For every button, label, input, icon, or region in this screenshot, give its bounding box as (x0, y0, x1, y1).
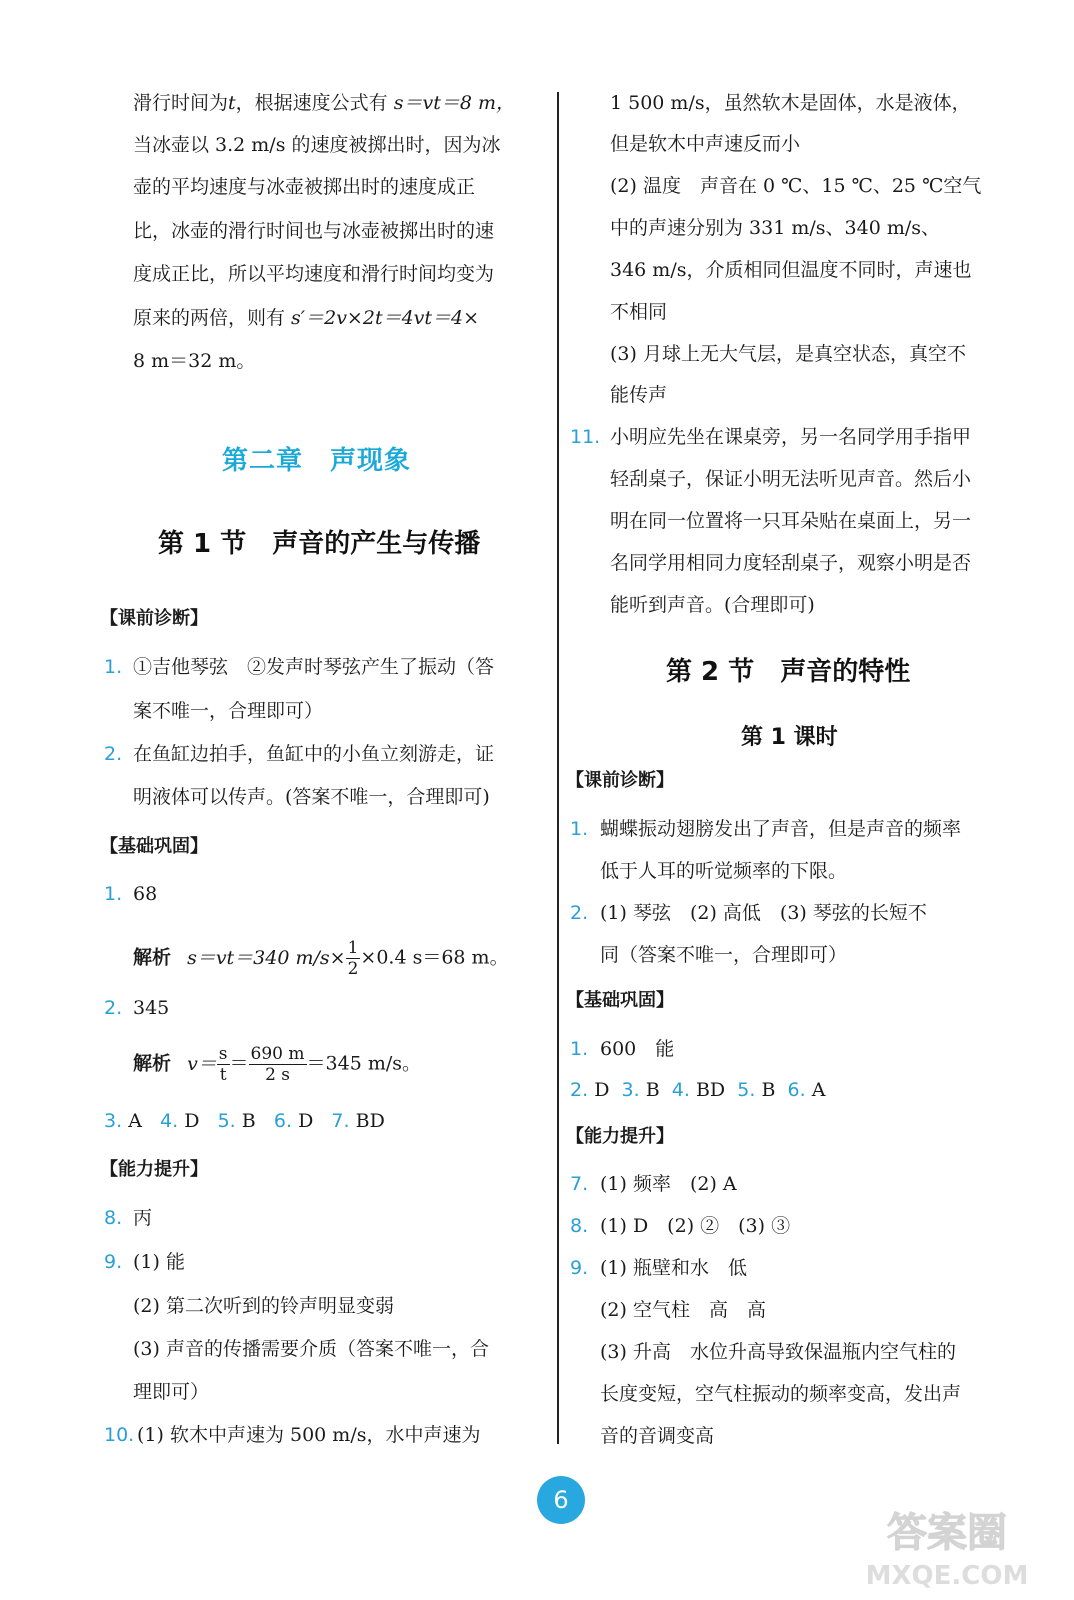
lesson-title: 第 1 课时 (741, 725, 838, 750)
text-line: 壶的平均速度与冰壶被掷出时的速度成正 (133, 176, 476, 198)
text-line: 能听到声音。(合理即可) (610, 594, 815, 616)
text-line: 理即可） (133, 1381, 210, 1403)
analysis-label: 解析 (133, 1052, 172, 1075)
question-item: 1. 蝴蝶振动翅膀发出了声音，但是声音的频率 (570, 818, 962, 840)
text-line: 滑行时间为t，根据速度公式有 s＝vt＝8 m， (133, 92, 515, 114)
question-number: 9. (104, 1251, 123, 1273)
section-title: 第 2 节 声音的特性 (666, 657, 911, 687)
question-item: 2. 在鱼缸边拍手，鱼缸中的小鱼立刻游走，证 (104, 743, 495, 765)
question-number: 1. (104, 656, 123, 678)
svg-text:MXQE.COM: MXQE.COM (865, 1561, 1029, 1591)
question-item: 7. (1) 频率 (2) A (570, 1173, 737, 1195)
text-line: 不相同 (610, 301, 668, 323)
question-item: 2. 345 (104, 997, 170, 1019)
section-title: 第 1 节 声音的产生与传播 (158, 529, 481, 559)
question-number: 2. (570, 902, 589, 924)
text-line: (2) 空气柱 高 高 (600, 1299, 766, 1321)
analysis-label: 解析 (133, 946, 172, 969)
question-item: 9. (1) 能 (104, 1251, 185, 1273)
answer-row: 3. A 4. D 5. B 6. D 7. BD (104, 1110, 385, 1132)
text-line: 同（答案不唯一，合理即可） (600, 944, 848, 966)
text-line: 346 m/s，介质相同但温度不同时，声速也 (610, 259, 972, 281)
question-number: 2. (104, 743, 123, 765)
question-number: 8. (570, 1215, 589, 1237)
question-item: 8. 丙 (104, 1207, 153, 1229)
question-number: 1. (570, 1038, 589, 1060)
fraction: $\frac{s}{t}$ (218, 1044, 228, 1085)
section-header: 【能力提升】 (566, 1126, 674, 1147)
question-number: 10. (104, 1424, 135, 1446)
text-line: (2) 第二次听到的铃声明显变弱 (133, 1295, 394, 1317)
section-header: 【课前诊断】 (100, 608, 208, 629)
page-number-badge: 6 (537, 1476, 585, 1524)
column-divider (557, 92, 559, 1444)
section-header: 【课前诊断】 (566, 770, 674, 791)
text-line: 轻刮桌子，保证小明无法听见声音。然后小 (610, 468, 972, 490)
watermark-logo (855, 1500, 1040, 1592)
fraction: $\frac{1}{2}$ (347, 938, 359, 979)
section-header: 【能力提升】 (100, 1159, 208, 1180)
question-item: 9. (1) 瓶壁和水 低 (570, 1257, 747, 1279)
text-line: (2) 温度 声音在 0 ℃、15 ℃、25 ℃空气 (610, 175, 982, 197)
question-number: 11. (570, 426, 601, 448)
section-header: 【基础巩固】 (100, 836, 208, 857)
chapter-title: 第二章 声现象 (222, 446, 412, 476)
question-item: 1. 600 能 (570, 1038, 675, 1060)
question-number: 1. (104, 883, 123, 905)
text-line: 中的声速分别为 331 m/s、340 m/s、 (610, 217, 940, 239)
question-item: 11. 小明应先坐在课桌旁，另一名同学用手指甲 (570, 426, 972, 448)
text-line: 长度变短，空气柱振动的频率变高，发出声 (600, 1383, 962, 1405)
text-line: 度成正比，所以平均速度和滑行时间均变为 (133, 263, 495, 285)
question-number: 1. (570, 818, 589, 840)
question-item: 1. ①吉他琴弦 ②发声时琴弦产生了振动（答 (104, 656, 495, 678)
question-number: 2. (104, 997, 123, 1019)
section-header: 【基础巩固】 (566, 990, 674, 1011)
question-item: 8. (1) D (2) ② (3) ③ (570, 1215, 791, 1237)
text-line: 案不唯一，合理即可） (133, 700, 324, 722)
answer-row: 2. D 3. B 4. BD 5. B 6. A (570, 1079, 826, 1101)
svg-text:答案圈: 答案圈 (887, 1510, 1007, 1556)
text-line: 明在同一位置将一只耳朵贴在桌面上，另一 (610, 510, 972, 532)
text-line: (3) 升高 水位升高导致保温瓶内空气柱的 (600, 1341, 956, 1363)
text-line: 当冰壶以 3.2 m/s 的速度被掷出时，因为冰 (133, 134, 501, 156)
question-number: 9. (570, 1257, 589, 1279)
question-number: 7. (570, 1173, 589, 1195)
text-line: 8 m＝32 m。 (133, 350, 256, 372)
text-line: 名同学用相同力度轻刮桌子，观察小明是否 (610, 552, 972, 574)
text-line: 明液体可以传声。(答案不唯一，合理即可) (133, 786, 490, 808)
fraction: $\frac{690 m}{2 s}$ (250, 1044, 305, 1085)
question-item: 2. (1) 琴弦 (2) 高低 (3) 琴弦的长短不 (570, 902, 927, 924)
analysis-line: 解析 v＝ $\frac{s}{t}$ ＝ $\frac{690 m}{2 s}$ ＝345 m/s。 (133, 1044, 422, 1085)
text-line: 1 500 m/s，虽然软木是固体，水是液体， (610, 92, 971, 114)
question-item: 1. 68 (104, 883, 158, 905)
text-line: 原来的两倍，则有 s′＝2v×2t＝4vt＝4× (133, 307, 480, 329)
text-line: 低于人耳的听觉频率的下限。 (600, 860, 848, 882)
text-line: 能传声 (610, 384, 668, 406)
text-line: 比，冰壶的滑行时间也与冰壶被掷出时的速 (133, 220, 495, 242)
text-line: 但是软木中声速反而小 (610, 133, 801, 155)
text-line: (3) 月球上无大气层，是真空状态，真空不 (610, 343, 966, 365)
text-line: (3) 声音的传播需要介质（答案不唯一，合 (133, 1338, 489, 1360)
question-number: 8. (104, 1207, 123, 1229)
question-item: 10. (1) 软木中声速为 500 m/s，水中声速为 (104, 1424, 481, 1446)
text-line: 音的音调变高 (600, 1425, 715, 1447)
analysis-line: 解析 s＝vt＝340 m/s× $\frac{1}{2}$ ×0.4 s＝68 m。 (133, 938, 509, 979)
